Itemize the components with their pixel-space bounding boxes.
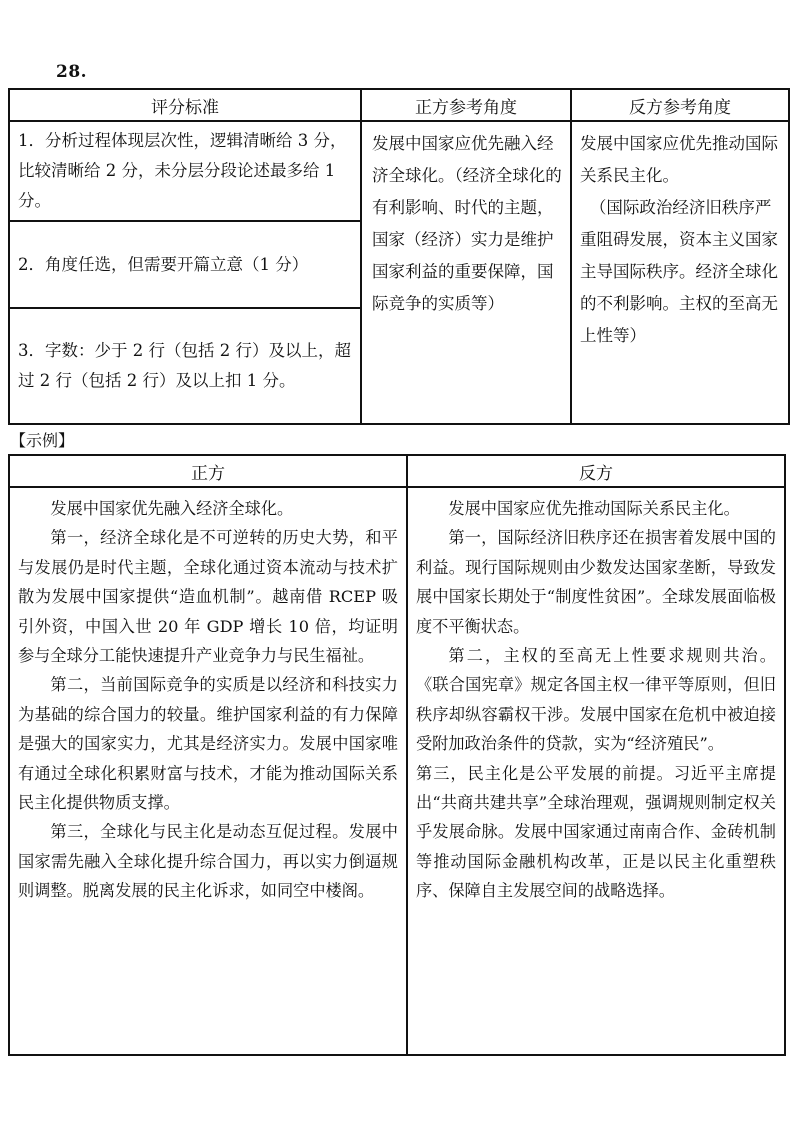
criteria-row: [9, 121, 789, 221]
affirmative-point-2: 第二，当前国际竞争的实质是以经济和科技实力为基础的综合国力的较量。维护国家利益的有力保障是强大的国家实力，尤其是经济实力。发展中国家唯有通过全球化积累财富与技术，才能为推动国际关系民主化提供物质支撑。: [18, 675, 398, 813]
affirmative-essay: [9, 487, 407, 1055]
question-number: 28.: [56, 62, 88, 82]
negative-point-2: 第二，主权的至高无上性要求规则共治。 《联合国宪章》规定各国主权一律平等原则，但旧秩序却纵容霸权干涉。发展中国家在危机中被迫接受附加政治条件的贷款，实为“经济殖民”。: [416, 646, 776, 754]
affirmative-angle-header: 正方参考角度: [361, 89, 571, 121]
negative-thesis: 发展中国家应优先推动国际关系民主化。: [448, 499, 740, 518]
negative-angle: [571, 121, 789, 424]
negative-essay: [407, 487, 785, 1055]
affirmative-header: 正方: [9, 455, 407, 487]
negative-point-3: 第三，民主化是公平发展的前提。习近平主席提出“共商共建共享”全球治理观，强调规则制定权关乎发展命脉。发展中国家通过南南合作、金砖机制等推动国际金融机构改革，正是以民主化重塑秩序、保障自主发展空间的战略选择。: [416, 763, 776, 901]
criterion-2: 2．角度任选，但需要开篇立意（1 分）: [9, 221, 361, 308]
affirmative-point-1: 第一，经济全球化是不可逆转的历史大势，和平与发展仍是时代主题，全球化通过资本流动与技术扩散为发展中国家提供“造血机制”。越南借 RCEP 吸引外资，中国入世 20 年 GDP 增长 10 倍，均证明参与全球分工能快速提升产业竞争力与民生福祉。: [18, 528, 398, 666]
example-body-row: [9, 487, 785, 1055]
example-table: [8, 454, 786, 1056]
example-label: 【示例】: [10, 431, 75, 450]
criterion-1: 1．分析过程体现层次性，逻辑清晰给 3 分，比较清晰给 2 分，未分层分段论述最多给 1 分。: [9, 121, 361, 221]
negative-point-1: 第一，国际经济旧秩序还在损害着发展中国的利益。现行国际规则由少数发达国家垄断，导致发展中国家长期处于“制度性贫困”。全球发展面临极度不平衡状态。: [416, 528, 776, 636]
affirmative-angle: 发展中国家应优先融入经济全球化。（经济全球化的有利影响、时代的主题，国家（经济）实力是维护国家利益的重要保障，国际竞争的实质等）: [361, 121, 571, 424]
negative-header: 反方: [407, 455, 785, 487]
scoring-table-header-row: [9, 89, 789, 121]
example-table-header-row: [9, 455, 785, 487]
affirmative-thesis: 发展中国家优先融入经济全球化。: [50, 499, 294, 518]
negative-angle-note: （国际政治经济旧秩序严重阻碍发展，资本主义国家主导国际秩序。经济全球化的不利影响。主权的至高无上性等）: [580, 198, 778, 345]
criteria-header: 评分标准: [9, 89, 361, 121]
affirmative-point-3: 第三，全球化与民主化是动态互促过程。发展中国家需先融入全球化提升综合国力，再以实力倒逼规则调整。脱离发展的民主化诉求，如同空中楼阁。: [18, 822, 398, 901]
negative-angle-header: 反方参考角度: [571, 89, 789, 121]
criterion-3: 3．字数：少于 2 行（包括 2 行）及以上，超过 2 行（包括 2 行）及以上扣 1 分。: [9, 308, 361, 424]
scoring-table: [8, 88, 790, 425]
negative-angle-main: 发展中国家应优先推动国际关系民主化。: [580, 134, 778, 185]
